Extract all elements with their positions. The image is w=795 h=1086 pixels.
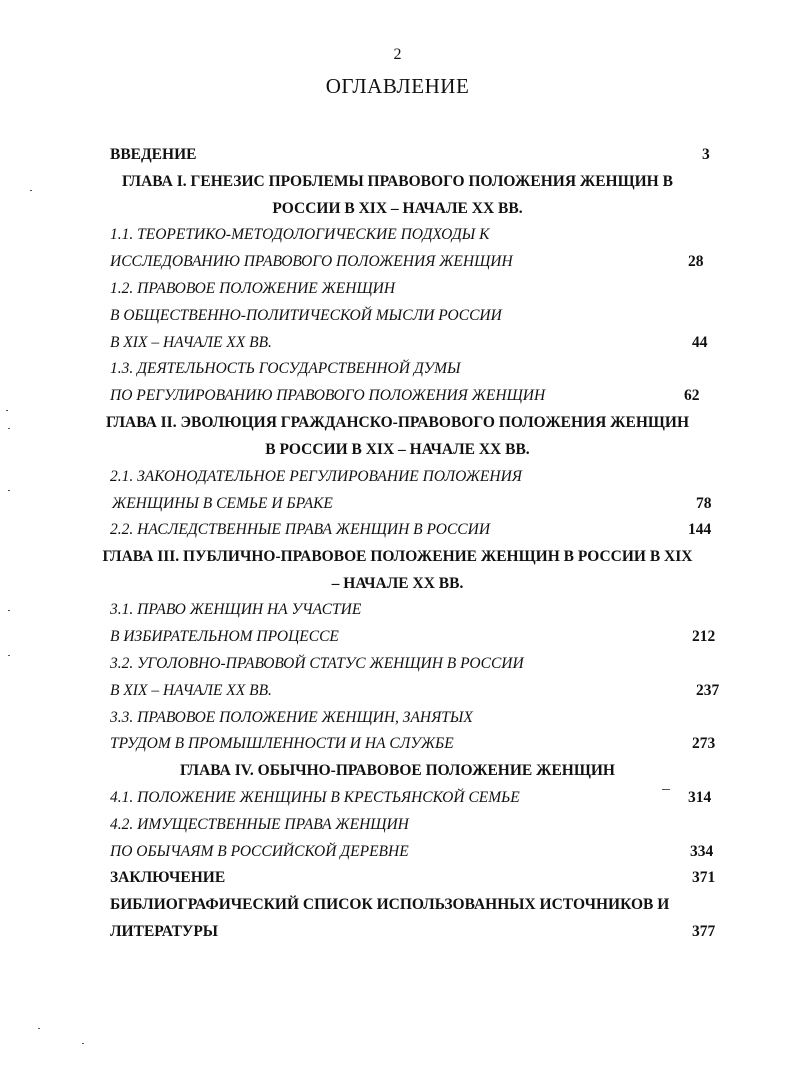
toc-entry-title: ЖЕНЩИНЫ В СЕМЬЕ И БРАКЕ <box>112 495 333 512</box>
toc-entry-title: БИБЛИОГРАФИЧЕСКИЙ СПИСОК ИСПОЛЬЗОВАННЫХ ИСТОЧНИКОВ И <box>110 896 670 913</box>
page-number: 2 <box>393 46 402 63</box>
toc-entry-title: – НАЧАЛЕ XX ВВ. <box>331 575 464 592</box>
toc-bibliography-line-1[interactable] <box>0 892 795 918</box>
toc-entry-title: ГЛАВА I. ГЕНЕЗИС ПРОБЛЕМЫ ПРАВОВОГО ПОЛОЖЕНИЯ ЖЕНЩИН В <box>122 173 673 190</box>
toc-section-3-1-line-2[interactable] <box>0 624 795 650</box>
toc-section-3-3-line-2[interactable] <box>0 731 795 757</box>
toc-entry-title: ИССЛЕДОВАНИЮ ПРАВОВОГО ПОЛОЖЕНИЯ ЖЕНЩИН <box>110 253 513 270</box>
toc-entry-title: 2.2. НАСЛЕДСТВЕННЫЕ ПРАВА ЖЕНЩИН В РОССИИ <box>110 521 491 538</box>
toc-entry-title: ЛИТЕРАТУРЫ <box>110 923 219 940</box>
toc-entry-page: 62 <box>684 387 700 404</box>
toc-entry-title: ПО ОБЫЧАЯМ В РОССИЙСКОЙ ДЕРЕВНЕ <box>110 843 409 860</box>
toc-section-1-1-line-1[interactable] <box>0 222 795 248</box>
scan-speck <box>662 789 670 790</box>
toc-entry-title: 3.2. УГОЛОВНО-ПРАВОВОЙ СТАТУС ЖЕНЩИН В РОССИИ <box>110 655 524 672</box>
toc-bibliography-line-2[interactable] <box>0 919 795 945</box>
toc-chapter-2-line-2[interactable] <box>0 437 795 463</box>
toc-section-2-1-line-1[interactable] <box>0 464 795 490</box>
toc-section-1-3-line-1[interactable] <box>0 356 795 382</box>
toc-entry-title: ПО РЕГУЛИРОВАНИЮ ПРАВОВОГО ПОЛОЖЕНИЯ ЖЕНЩИН <box>110 387 546 404</box>
toc-section-3-1-line-1[interactable] <box>0 597 795 623</box>
toc-chapter-1-line-1[interactable] <box>0 169 795 195</box>
toc-entry-title: 3.3. ПРАВОВОЕ ПОЛОЖЕНИЕ ЖЕНЩИН, ЗАНЯТЫХ <box>110 709 473 726</box>
toc-entry-title: ЗАКЛЮЧЕНИЕ <box>110 869 226 886</box>
toc-section-2-1-line-2[interactable] <box>0 491 795 517</box>
scan-speck <box>30 190 32 191</box>
toc-entry-page: 314 <box>688 789 712 806</box>
toc-section-1-2-line-1[interactable] <box>0 276 795 302</box>
toc-entry-page: 371 <box>692 869 716 886</box>
toc-chapter-4[interactable] <box>0 758 795 784</box>
toc-section-3-2-line-1[interactable] <box>0 651 795 677</box>
toc-section-3-3-line-1[interactable] <box>0 705 795 731</box>
toc-section-1-2-line-2[interactable] <box>0 303 795 329</box>
toc-entry-page: 212 <box>692 628 716 645</box>
toc-entry-title: ВВЕДЕНИЕ <box>110 146 197 163</box>
toc-entry-title: 4.2. ИМУЩЕСТВЕННЫЕ ПРАВА ЖЕНЩИН <box>110 816 409 833</box>
toc-entry-title: 4.1. ПОЛОЖЕНИЕ ЖЕНЩИНЫ В КРЕСТЬЯНСКОЙ СЕМЬЕ <box>110 789 520 806</box>
toc-entry-page: 377 <box>692 923 716 940</box>
toc-entry-title: ТРУДОМ В ПРОМЫШЛЕННОСТИ И НА СЛУЖБЕ <box>110 735 454 752</box>
toc-entry-title: В ОБЩЕСТВЕННО-ПОЛИТИЧЕСКОЙ МЫСЛИ РОССИИ <box>110 307 502 324</box>
scan-speck <box>6 410 8 411</box>
toc-section-4-2-line-2[interactable] <box>0 839 795 865</box>
toc-entry-title: ГЛАВА IV. ОБЫЧНО-ПРАВОВОЕ ПОЛОЖЕНИЕ ЖЕНЩИН <box>180 762 615 779</box>
toc-entry-title: ГЛАВА III. ПУБЛИЧНО-ПРАВОВОЕ ПОЛОЖЕНИЕ ЖЕНЩИН В РОССИИ В XIX <box>102 548 693 565</box>
toc-entry-title: ГЛАВА II. ЭВОЛЮЦИЯ ГРАЖДАНСКО-ПРАВОВОГО ПОЛОЖЕНИЯ ЖЕНЩИН <box>105 414 690 431</box>
toc-entry-introduction[interactable] <box>0 142 795 168</box>
toc-section-1-2-line-3[interactable] <box>0 330 795 356</box>
scan-speck <box>8 490 10 491</box>
toc-chapter-2-line-1[interactable] <box>0 410 795 436</box>
toc-section-2-2[interactable] <box>0 517 795 543</box>
toc-section-4-1[interactable] <box>0 785 795 811</box>
toc-entry-title: В РОССИИ В XIX – НАЧАЛЕ XX ВВ. <box>265 441 530 458</box>
toc-entry-title: В ИЗБИРАТЕЛЬНОМ ПРОЦЕССЕ <box>110 628 339 645</box>
scan-speck <box>8 428 10 429</box>
toc-section-1-1-line-2[interactable] <box>0 249 795 275</box>
toc-section-4-2-line-1[interactable] <box>0 812 795 838</box>
toc-section-3-2-line-2[interactable] <box>0 678 795 704</box>
toc-entry-page: 28 <box>688 253 704 270</box>
toc-chapter-1-line-2[interactable] <box>0 196 795 222</box>
toc-section-1-3-line-2[interactable] <box>0 383 795 409</box>
toc-entry-page: 273 <box>692 735 716 752</box>
toc-entry-title: В XIX – НАЧАЛЕ XX ВВ. <box>110 682 272 699</box>
toc-entry-title: 3.1. ПРАВО ЖЕНЩИН НА УЧАСТИЕ <box>110 601 362 618</box>
toc-entry-title: 1.1. ТЕОРЕТИКО-МЕТОДОЛОГИЧЕСКИЕ ПОДХОДЫ К <box>110 226 490 243</box>
toc-entry-page: 78 <box>696 495 712 512</box>
page-title: ОГЛАВЛЕНИЕ <box>325 74 470 98</box>
toc-entry-title: В XIX – НАЧАЛЕ XX ВВ. <box>110 334 272 351</box>
toc-chapter-3-line-1[interactable] <box>0 544 795 570</box>
toc-entry-page: 144 <box>688 521 712 538</box>
toc-entry-page: 334 <box>690 843 714 860</box>
scan-speck <box>8 610 10 611</box>
scan-speck <box>82 1043 84 1044</box>
scan-speck <box>38 1028 40 1029</box>
toc-entry-title: 2.1. ЗАКОНОДАТЕЛЬНОЕ РЕГУЛИРОВАНИЕ ПОЛОЖЕНИЯ <box>110 468 522 485</box>
toc-entry-title: 1.2. ПРАВОВОЕ ПОЛОЖЕНИЕ ЖЕНЩИН <box>110 280 396 297</box>
toc-chapter-3-line-2[interactable] <box>0 571 795 597</box>
toc-entry-page: 237 <box>696 682 720 699</box>
toc-entry-page: 3 <box>702 146 710 163</box>
toc-entry-page: 44 <box>692 334 708 351</box>
toc-entry-title: 1.3. ДЕЯТЕЛЬНОСТЬ ГОСУДАРСТВЕННОЙ ДУМЫ <box>110 360 461 377</box>
scan-speck <box>8 655 10 656</box>
toc-entry-title: РОССИИ В XIX – НАЧАЛЕ XX ВВ. <box>272 200 523 217</box>
toc-entry-conclusion[interactable] <box>0 865 795 891</box>
